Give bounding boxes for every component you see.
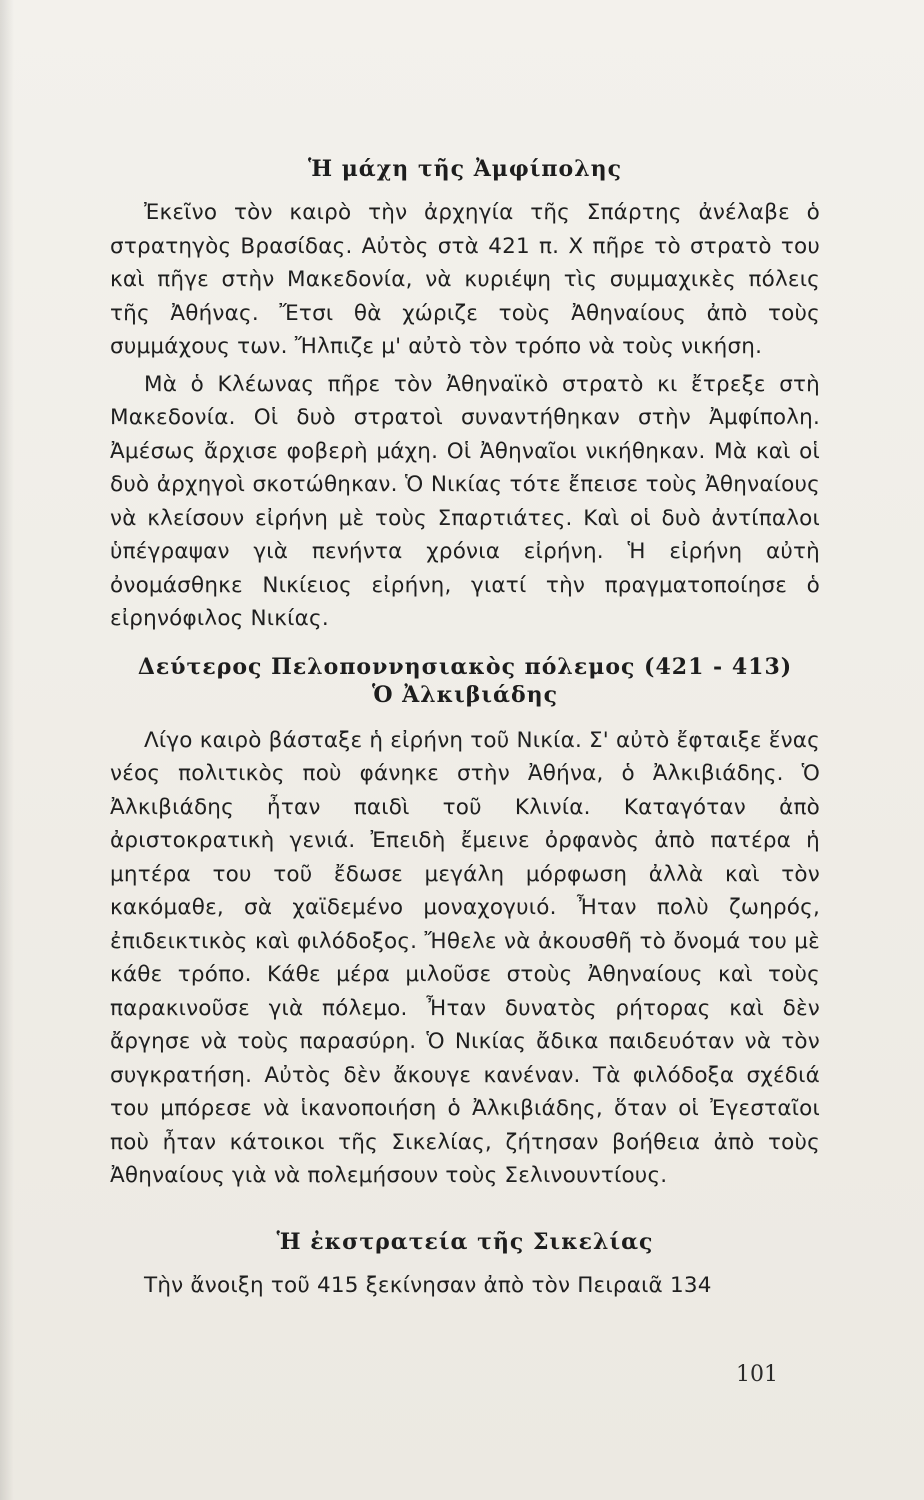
heading-sicilian-expedition: Ἡ ἐκστρατεία τῆς Σικελίας — [276, 1228, 654, 1255]
paragraph: Ἐκεῖνο τὸν καιρὸ τὴν ἀρχηγία τῆς Σπάρτης ἀνέλαβε ὁ στρατηγὸς Βρασίδας. Αὐτὸς στὰ 421 π. Χ πῆρε τὸ στρατὸ του καὶ πῆγε στὴν Μακεδονία, νὰ κυριέψη τὶς συμμαχικὲς πόλεις τῆς Ἀθήνας. Ἔτσι θὰ χώριζε τοὺς Ἀθηναίους ἀπὸ τοὺς συμμάχους των. Ἤλπιζε μ' αὐτὸ τὸν τρόπο νὰ τοὺς νικήση. — [110, 200, 820, 359]
heading-battle-of-amphipolis: Ἡ μάχη τῆς Ἀμφίπολης — [307, 156, 623, 182]
page-edge-shadow — [0, 0, 14, 1500]
paragraph: Τὴν ἄνοιξη τοῦ 415 ξεκίνησαν ἀπὸ τὸν Πειραιᾶ 134 — [144, 1272, 712, 1298]
paragraph: Λίγο καιρὸ βάσταξε ἡ εἰρήνη τοῦ Νικία. Σ' αὐτὸ ἔφταιξε ἕνας νέος πολιτικὸς ποὺ φάνηκε στὴν Ἀθήνα, ὁ Ἀλκιβιάδης. Ὁ Ἀλκιβιάδης ἦταν παιδὶ τοῦ Κλινία. Καταγόταν ἀπὸ ἀριστοκρατικὴ γενιά. Ἐπειδὴ ἔμεινε ὀρφανὸς ἀπὸ πατέρα ἡ μητέρα του τοῦ ἔδωσε μεγάλη μόρφωση ἀλλὰ καὶ τὸν κακόμαθε, σὰ χαϊδεμένο μοναχογυιό. Ἦταν πολὺ ζωηρός, ἐπιδεικτικὸς καὶ φιλόδοξος. Ἤθελε νὰ ἀκουσθῆ τὸ ὄνομά του μὲ κάθε τρόπο. Κάθε μέρα μιλοῦσε στοὺς Ἀθηναίους καὶ τοὺς παρακινοῦσε γιὰ πόλεμο. Ἦταν δυνατὸς ρήτορας καὶ δὲν ἄργησε νὰ τοὺς παρασύρη. Ὁ Νικίας ἄδικα παιδευόταν νὰ τὸν συγκρατήση. Αὐτὸς δὲν ἄκουγε κανέναν. Τὰ φιλόδοξα σχέδιά του μπόρεσε νὰ ἱκανοποιήση ὁ Ἀλκιβιάδης, ὅταν οἱ Ἐγεσταῖοι ποὺ ἦταν κάτοικοι τῆς Σικελίας, ζήτησαν βοήθεια ἀπὸ τοὺς Ἀθηναίους γιὰ νὰ πολεμήσουν τοὺς Σελινουντίους. — [110, 727, 820, 1188]
heading-second-peloponnesian-war: Δεύτερος Πελοποννησιακὸς πόλεμος (421 - 413) — [137, 653, 793, 680]
page-number: 101 — [736, 1362, 778, 1387]
paragraph: Μὰ ὁ Κλέωνας πῆρε τὸν Ἀθηναϊκὸ στρατὸ κι ἔτρεξε στὴ Μακεδονία. Οἱ δυὸ στρατοὶ συναντήθηκαν στὴν Ἀμφίπολη. Ἀμέσως ἄρχισε φοβερὴ μάχη. Οἱ Ἀθηναῖοι νικήθηκαν. Μὰ καὶ οἱ δυὸ ἀρχηγοὶ σκοτώθηκαν. Ὁ Νικίας τότε ἔπεισε τοὺς Ἀθηναίους νὰ κλείσουν εἰρήνη μὲ τοὺς Σπαρτιάτες. Καὶ οἱ δυὸ ἀντίπαλοι ὑπέγραψαν γιὰ πενήντα χρόνια εἰρήνη. Ἡ εἰρήνη αὐτὴ ὀνομάσθηκε Νικίειος εἰρήνη, γιατί τὴν πραγματοποίησε ὁ εἰρηνόφιλος Νικίας. — [110, 371, 820, 631]
subheading-alcibiades: Ὁ Ἀλκιβιάδης — [371, 681, 559, 708]
